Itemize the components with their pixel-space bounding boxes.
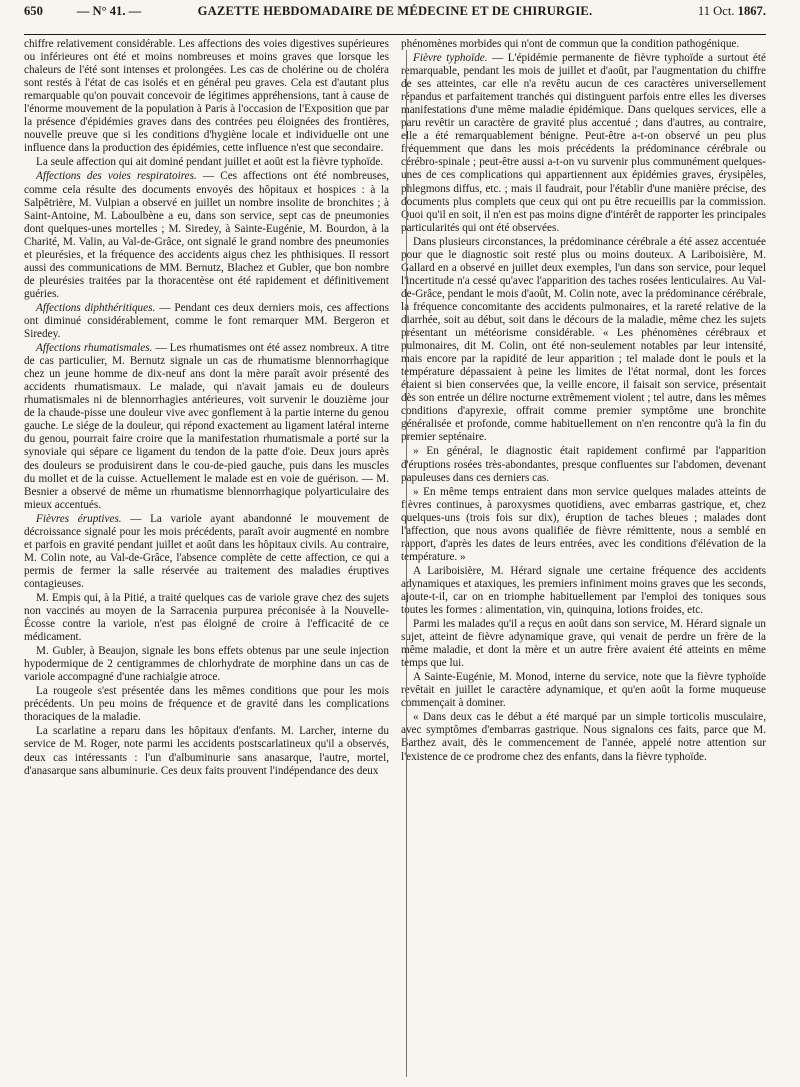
paragraph [24,513,389,591]
paragraph-text: chiffre relativement considérable. Les affections des voies digestives supérieures ou inférieures ont été et moins nombreuses et moins graves que lorsque les chaleurs de l'été sont intenses et prolongées. Les cas de cholérine ou de choléra sont restés à l'état de cas isolés et en général peu graves. Cela est d'autant plus remarquable qu'on pouvait concevoir de légitimes appréhensions, tant à cause de l'énorme mouvement de la population à Paris à l'occasion de l'Exposition que par la présence d'épidémies graves dans des contrées peu éloignées des frontières, nouvelle preuve que si les conditions d'hygiène locale et individuelle ont une influence dans la production des épidémies, cette influence n'est que secondaire. [24,38,389,155]
paragraph-text: — Pendant ces deux derniers mois, ces affections ont diminué considérablement, comme le font remarquer MM. Bergeron et Siredey. [24,301,389,341]
paragraph [24,685,389,724]
section-heading: Affections diphthéritiques. [36,301,156,314]
paragraph-text: A Sainte-Eugénie, M. Monod, interne du service, note que la fièvre typhoïde revêtait en juillet le caractère adynamique, et qu'en août la forme muqueuse commençait à dominer. [401,671,766,710]
paragraph [24,302,389,341]
paragraph [401,671,766,710]
section-heading: Affections rhumatismales. [36,342,153,355]
paragraph-text: — Les rhumatismes ont été assez nombreux. A titre de cas particulier, M. Bernutz signale un cas de rhumatisme blennorrhagique chez un jeune homme de dix-neuf ans dont la mère paraît avoir présenté des accidents rhumatismaux. Le malade, qui n'avait jamais eu de douleurs rhumatismales ni de blennorrhagies antérieures, voit survenir le douzième jour de la chaude-pisse une douleur vive avec gonflement à la partie interne du genou gauche. Le siége de la douleur, qui répond exactement au ligament latéral interne du genou, pourrait faire croire que la manifestation rhumatismale a porté sur la synoviale qui sépare ce ligament du tendon de la patte d'oie. Deux jours après des douleurs se produisirent dans le cou-de-pied gauche, puis dans les muscles du mollet et de la cuisse. Actuellement le malade est en voie de guérison. — M. Besnier a observé de même un rhumatisme blennorrhagique polyarticulaire des mieux accentués. [24,342,389,511]
page-header [24,0,766,35]
section-heading: Fièvre typhoïde. [413,52,488,65]
paragraph [401,52,766,235]
paragraph-text: Dans plusieurs circonstances, la prédominance cérébrale a été assez accentuée pour que le diagnostic soit resté plus ou moins douteux. A Lariboisière, M. Gallard en a observé en juillet deux exemples, l'un dans son service, pour lequel l'incertitude n'a cessé qu'avec l'apparition des taches rosées lenticulaires. Au Val-de-Grâce, pendant le mois d'août, M. Colin note, avec la prédominance cérébrale, la fréquence concomitante des accidents pulmonaires, et la rareté relative de la diarrhée, soit au début, soit dans le décours de la maladie, même chez les sujets présentant un météorisme considérable. « Les phénomènes cérébraux et pulmonaires, dit M. Colin, ont été non-seulement notables par leur intensité, mais encore par la rapidité de leur apparition ; tel malade dont le pouls et la température dépassaient à peine les limites de l'état normal, dont les forces étaient si bien conservées que, la veille encore, il faisait son service, présentait dès son entrée un délire nocturne extrêmement violent ; tel autre, dans les mêmes conditions d'apyrexie, offrait comme premier symptôme une bronchite généralisée et profonde, comme habituellement on n'en rencontre qu'à la fin du premier septénaire. [401,235,766,444]
paragraph [401,236,766,445]
paragraph [24,170,389,300]
date-day-month: 11 Oct. [697,4,735,18]
paragraph-text: Parmi les malades qu'il a reçus en août dans son service, M. Hérard signale un sujet, atteint de fièvre adynamique grave, qui venait de perdre un frère de la même maladie, et dont la mère et un autre frère avaient été atteints en même temps que lui. [401,618,766,670]
paragraph [401,711,766,763]
paragraph-text: » En général, le diagnostic était rapidement confirmé par l'apparition d'éruptions rosées très-abondantes, presque confluentes sur l'abdomen, devenant papuleuses dans ces derniers cas. [401,445,766,484]
paragraph-text: « Dans deux cas le début a été marqué par un simple torticolis musculaire, avec symptômes d'embarras gastrique. Nous signalons ces faits, parce que M. Barthez avait, dès le commencement de l'année, appelé notre attention sur l'existence de ce prodrome chez des enfants, dans la fièvre typhoïde. [401,711,766,763]
left-column [24,38,389,1078]
paragraph [401,618,766,670]
article-columns [24,38,766,1078]
paragraph-text: — La variole ayant abandonné le mouvement de décroissance signalé pour les mois précédents, paraît avoir augmenté en nombre et parfois en gravité pendant juillet et août dans les hôpitaux civils. Au contraire, M. Colin note, au Val-de-Grâce, l'absence complète de cette affection, ce qui a permis de fermer la salle réservée au traitement des maladies éruptives contagieuses. [24,512,390,590]
paragraph-text: phénomènes morbides qui n'ont de commun que la condition pathogénique. [401,38,740,50]
paragraph [401,445,766,484]
paragraph-text: — Ces affections ont été nombreuses, comme cela résulte des documents envoyés des hôpitaux et hospices : à la Salpêtrière, M. Vulpian a observé en juillet un nombre insolite de bronchites ; à Saint-Antoine, M. Laboulbène a eu, dans son service, sept cas de pneumonies dont quelques-unes mortelles ; M. Siredey, à Sainte-Eugénie, M. Bourdon, à la Charité, M. Valin, au Val-de-Grâce, ont signalé le grand nombre des pneumonies et pleurésies, et la fréquence des accidents aigus chez les phthisiques. Il ressort aussi des communications de MM. Bernutz, Blachez et Gubler, que bon nombre de pleurésies traitées par la thoracentèse ont été rapidement et définitivement guéries. [24,170,389,300]
paragraph-text: — L'épidémie permanente de fièvre typhoïde a surtout été remarquable, pendant les mois de juillet et d'août, par l'augmentation du chiffre de ses atteintes, car elle n'a revêtu aucun de ces caractères universellement répandus et parfaitement tranchés qui distinguent parfois entre elles les diverses manifestations d'une même maladie épidémique. Dans quelques services, elle a paru revêtir un caractère de gravité plus accentué ; dans d'autres, au contraire, elle a été remarquablement bénigne. Peut-être a-t-on observé un peu plus fréquemment que dans les mois précédents la prédominance cérébrale ou cérébro-spinale ; peut-être aussi a-t-on vu survenir plus communément quelques-unes de ces complications qui appartiennent aux épidémies graves, érysipèles, phlegmons diffus, etc. ; mais il faudrait, pour l'établir d'une manière précise, des documents plus complets que ceux qui ont pu être recueillis par la commission. Quoi qu'il en soit, il n'en est pas moins digne d'intérêt de rapporter les principales particularités qui ont été observées. [401,52,766,234]
paragraph-text: La rougeole s'est présentée dans les mêmes conditions que pour les mois précédents. Un peu moins de fréquence et de gravité dans les complications thoraciques de la maladie. [24,685,389,724]
paragraph [24,645,389,684]
section-heading: Fièvres éruptives. [36,512,122,525]
paragraph [401,486,766,564]
paragraph [401,565,766,617]
paragraph-text: A Lariboisière, M. Hérard signale une certaine fréquence des accidents adynamiques et ataxiques, les premiers infiniment moins graves que les seconds, ajoute-t-il, car on en triomphe habituellement par l'emploi des toniques sous toutes les formes : alimentation, vin, quinquina, lotions froides, etc. [401,564,766,617]
column-divider [406,50,407,1077]
paragraph [401,38,766,51]
paragraph-text: La scarlatine a reparu dans les hôpitaux d'enfants. M. Larcher, interne du service de M. Roger, note parmi les accidents postscarlatineux qu'il a observés, deux cas intéressants : l'un d'albuminurie sans anasarque, l'autre, mortel, d'anasarque sans albuminurie. Ces deux faits prouvent l'indépendance des deux [24,725,389,777]
paragraph [24,38,389,155]
paragraph-text: » En même temps entraient dans mon service quelques malades atteints de fièvres continues, à paroxysmes quotidiens, avec embarras gastrique, et, chez quelques-uns (trois fois sur dix), éruption de taches bleues ; malades dont l'affection, que nous avons qualifiée de fièvre rémittente, nous a semblé en rapport, d'après les dates de leurs entrées, avec les conditions d'élévation de la température. » [401,485,766,563]
paragraph [24,156,389,169]
date-year: 1867. [737,4,766,18]
paragraph [24,725,389,777]
paragraph-text: La seule affection qui ait dominé pendant juillet et août est la fièvre typhoïde. [36,156,384,169]
journal-title: GAZETTE HEBDOMADAIRE DE MÉDECINE ET DE CHIRURGIE. [197,4,593,18]
paragraph [24,592,389,644]
issue-number: — N° 41. — [76,4,142,18]
page-number: 650 [24,4,43,18]
paragraph-text: M. Empis qui, à la Pitié, a traité quelques cas de variole grave chez des sujets non vaccinés au moyen de la Sarracenia purpurea préconisée à la Nouvelle-Écosse contre la variole, n'est pas éloigné de croire à l'efficacité de ce médicament. [24,591,389,644]
right-column [401,38,766,1078]
section-heading: Affections des voies respiratoires. [36,170,197,183]
paragraph [24,342,389,512]
paragraph-text: M. Gubler, à Beaujon, signale les bons effets obtenus par une seule injection hypodermique de 2 centigrammes de chlorhydrate de morphine dans un cas de variole accompagné d'une rachialgie atroce. [24,645,389,684]
issue-date [636,4,766,19]
